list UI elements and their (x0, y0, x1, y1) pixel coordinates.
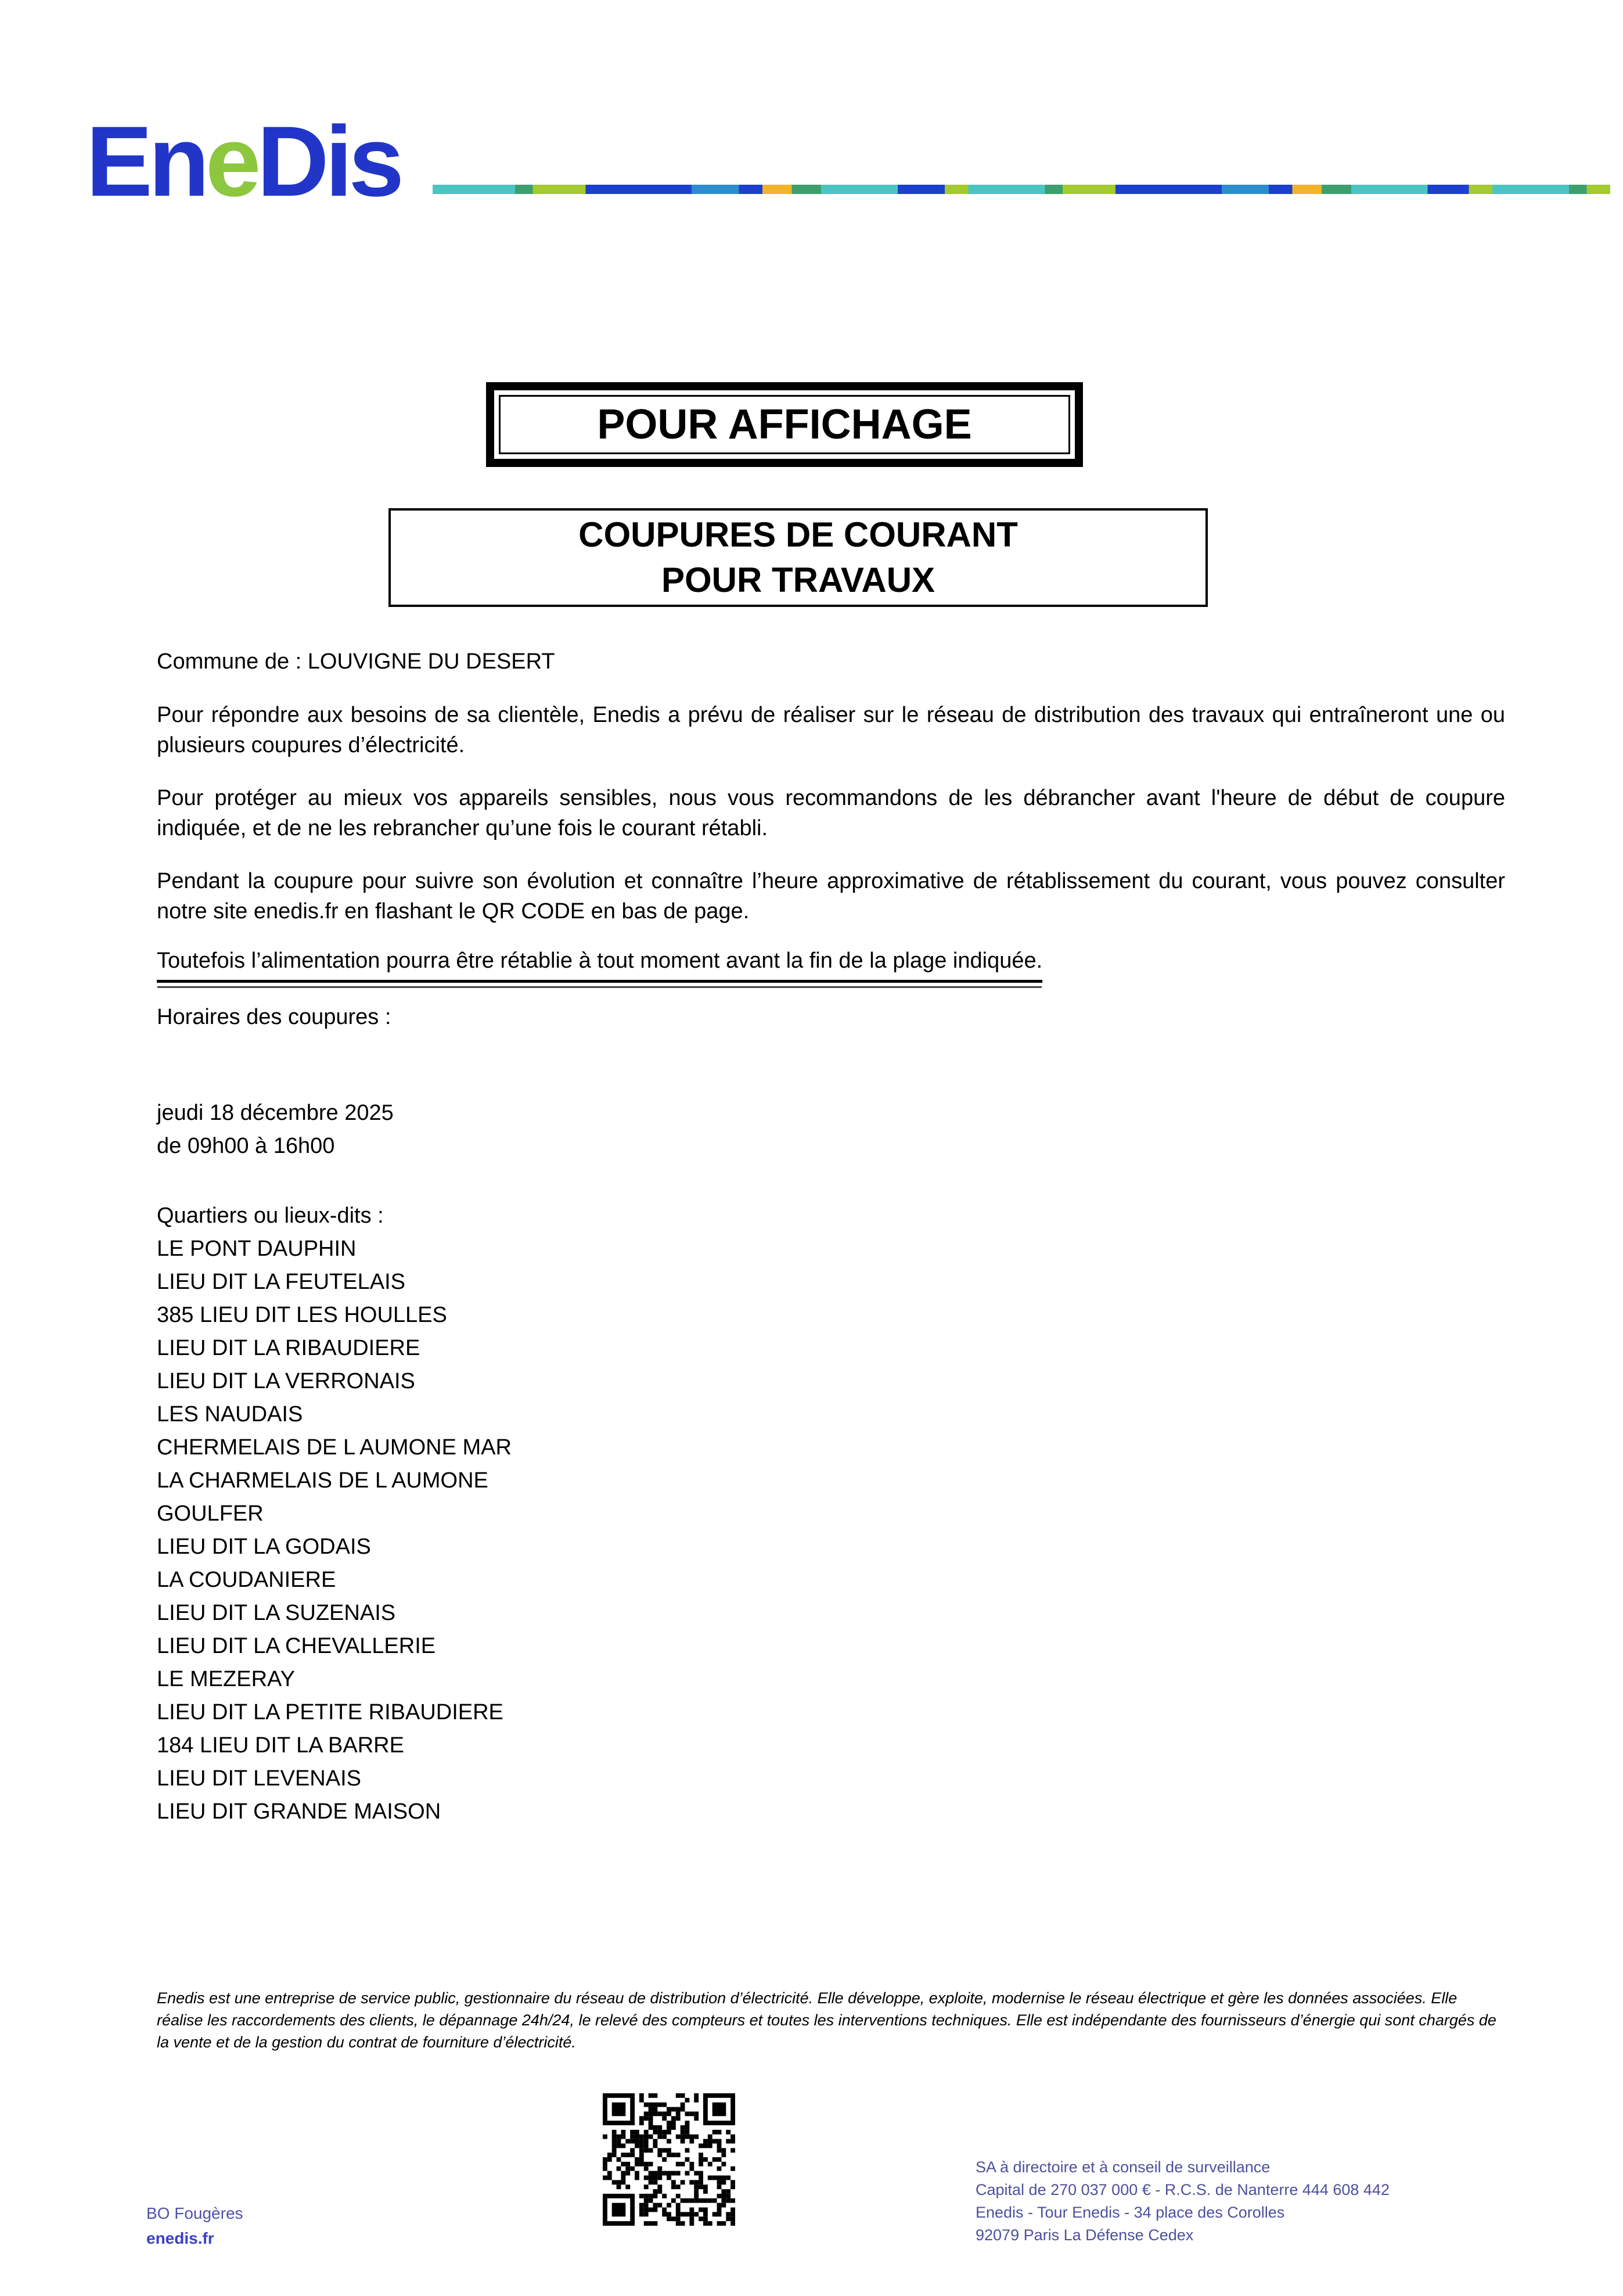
qr-code (603, 2093, 735, 2226)
logo-text-blue-right: Dis (257, 106, 401, 217)
corporate-line: SA à directoire et à conseil de surveillance (976, 2158, 1271, 2176)
places-section (157, 1199, 512, 1828)
paragraph-intro: Pour répondre aux besoins de sa clientèle, Enedis a prévu de réaliser sur le réseau de distribution des travaux qui entraîneront une ou plusieurs coupures d’électricité. (157, 703, 1505, 757)
place-item: LIEU DIT LA CHEVALLERIE (157, 1634, 436, 1658)
place-item: LIEU DIT LEVENAIS (157, 1766, 361, 1791)
place-item: LIEU DIT LA VERRONAIS (157, 1369, 415, 1393)
place-item: LIEU DIT LA SUZENAIS (157, 1601, 396, 1625)
place-item: CHERMELAIS DE L AUMONE MAR (157, 1435, 512, 1460)
decorative-color-line (433, 185, 1610, 194)
place-item: 184 LIEU DIT LA BARRE (157, 1733, 404, 1758)
commune-line: Commune de : LOUVIGNE DU DESERT (157, 649, 555, 674)
place-item: LES NAUDAIS (157, 1402, 303, 1427)
banner-title: POUR AFFICHAGE (499, 395, 1070, 454)
outage-date: jeudi 18 décembre 2025 (157, 1101, 394, 1125)
corporate-line: Capital de 270 037 000 € - R.C.S. de Nanterre 444 608 442 (976, 2181, 1390, 2198)
corporate-legal-block (976, 2156, 1390, 2247)
place-item: 385 LIEU DIT LES HOULLES (157, 1303, 447, 1327)
quartiers-label: Quartiers ou lieux-dits : (157, 1203, 384, 1228)
outage-schedule (157, 1097, 394, 1163)
place-item: LA COUDANIERE (157, 1568, 336, 1592)
place-item: LE PONT DAUPHIN (157, 1237, 357, 1261)
subbanner-line1: COUPURES DE COURANT (578, 515, 1018, 554)
corporate-line: Enedis - Tour Enedis - 34 place des Corolles (976, 2204, 1285, 2221)
logo-text-green: e (205, 106, 257, 217)
underlined-text: Toutefois l’alimentation pourra être rétablie à tout moment avant la fin de la plage indiquée. (157, 946, 1042, 983)
office-label: BO Fougères (146, 2204, 243, 2222)
horaires-label: Horaires des coupures : (157, 1005, 391, 1029)
toutefois-underlined-line (157, 946, 1042, 983)
place-item: GOULFER (157, 1501, 264, 1526)
place-item: LIEU DIT LA GODAIS (157, 1535, 371, 1559)
logo-text-blue-left: En (86, 106, 206, 217)
outage-time-range: de 09h00 à 16h00 (157, 1134, 335, 1158)
website-label: enedis.fr (146, 2229, 214, 2247)
paragraph-qr-info: Pendant la coupure pour suivre son évolution et connaître l’heure approximative de rétablissement du courant, vous pouvez consulter notre site enedis.fr en flashant le QR CODE en bas de page. (157, 869, 1505, 924)
place-item: LA CHARMELAIS DE L AUMONE (157, 1468, 488, 1493)
subbanner-line2: POUR TRAVAUX (661, 560, 935, 599)
corporate-line: 92079 Paris La Défense Cedex (976, 2226, 1194, 2244)
pour-affichage-box (486, 382, 1083, 467)
enedis-logo (86, 106, 401, 217)
paragraph-protect-devices: Pour protéger au mieux vos appareils sensibles, nous vous recommandons de les débrancher avant l'heure de début de coupure indiquée, et de ne les rebrancher qu’une fois le courant rétabli. (157, 786, 1505, 840)
places-list (157, 1233, 512, 1828)
place-item: LIEU DIT GRANDE MAISON (157, 1799, 441, 1824)
place-item: LIEU DIT LA PETITE RIBAUDIERE (157, 1700, 503, 1724)
coupures-box (388, 508, 1208, 607)
place-item: LIEU DIT LA FEUTELAIS (157, 1270, 406, 1294)
enedis-description-note: Enedis est une entreprise de service public, gestionnaire du réseau de distribution d’électricité. Elle développe, exploite, modernise le réseau électrique et gère les données associées. Elle réalise les raccordements des clients, le dépannage 24h/24, le relevé des compteurs et toutes les interventions techniques. Elle est indépendante des fournisseurs d’énergie qui sont chargés de la vente et de la gestion du contrat de fourniture d’électricité. (157, 1989, 1496, 2051)
place-item: LIEU DIT LA RIBAUDIERE (157, 1336, 420, 1360)
place-item: LE MEZERAY (157, 1667, 295, 1691)
